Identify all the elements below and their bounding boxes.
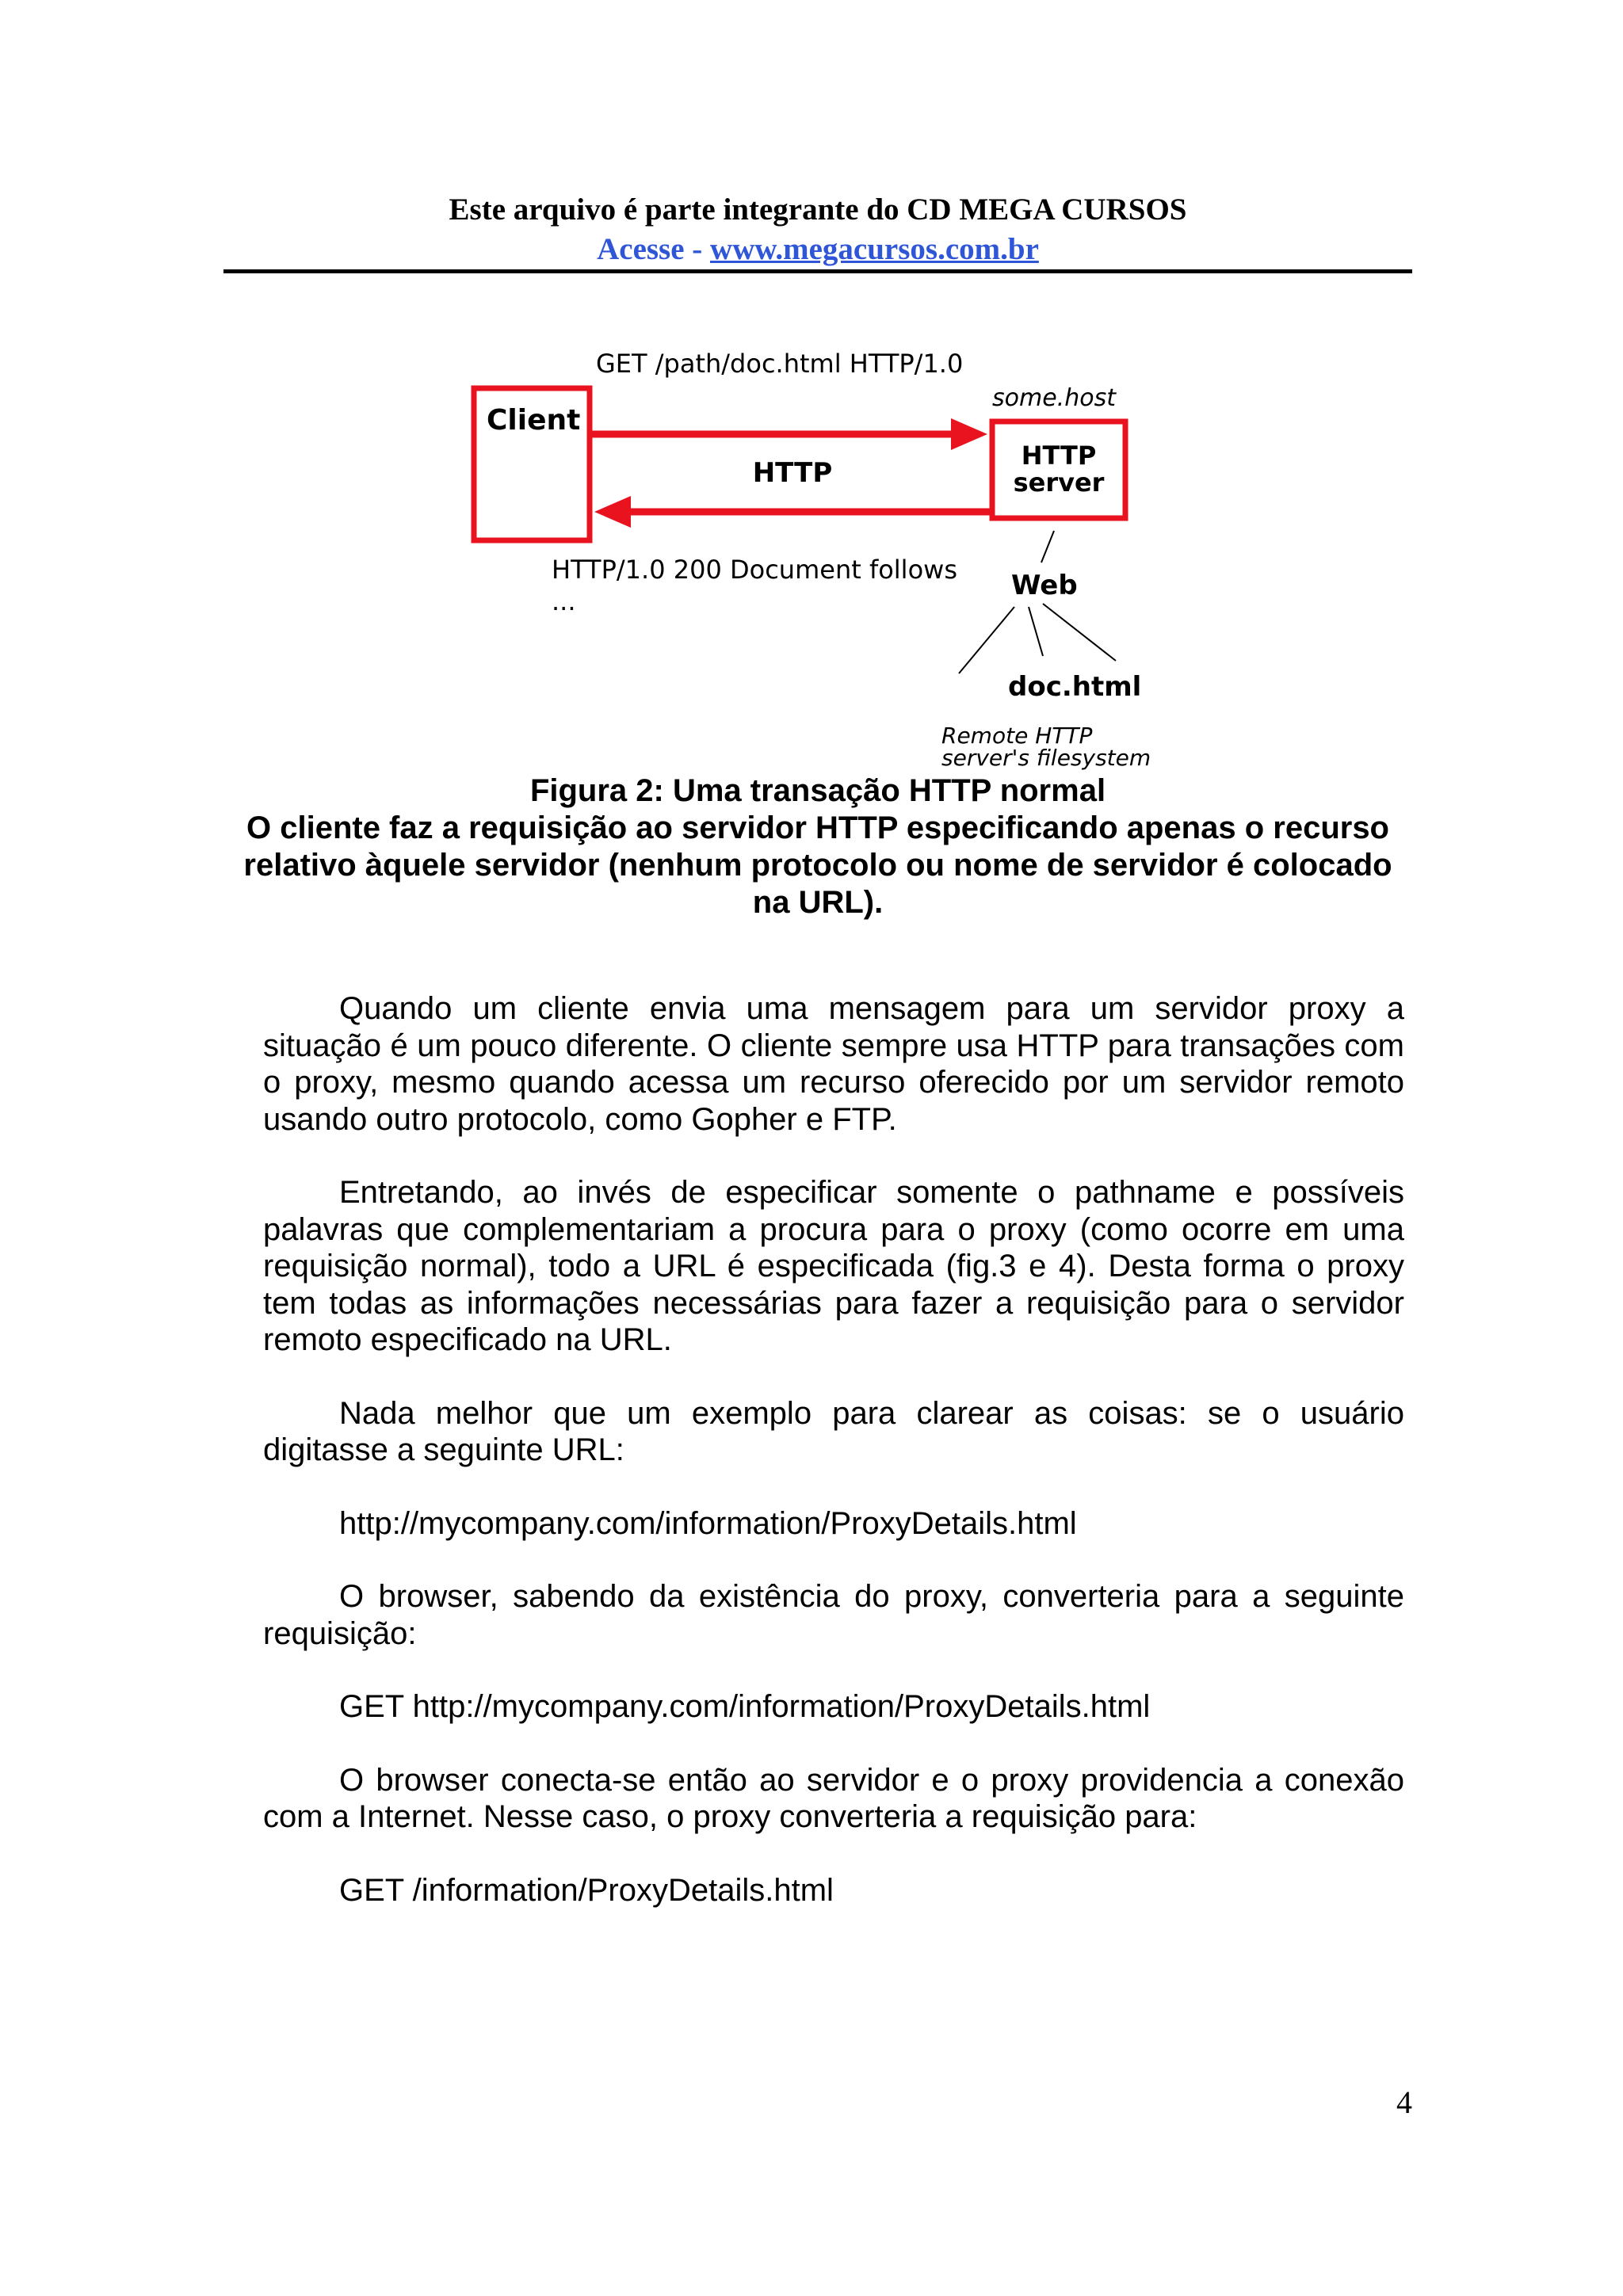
megacursos-link[interactable]: www.megacursos.com.br xyxy=(710,232,1039,266)
server-web-connector xyxy=(1041,531,1054,563)
response-arrow-head xyxy=(594,496,631,528)
header-title: Este arquivo é parte integrante do CD MEGA CURSOS xyxy=(449,193,1187,227)
client-label: Client xyxy=(487,404,581,437)
header-divider xyxy=(223,269,1412,273)
caption-line-3: relativo àquele servidor (nenhum protocolo ou nome de servidor é colocado xyxy=(243,848,1392,883)
paragraph-4: O browser, sabendo da existência do proxy, converteria para a seguinte requisição: xyxy=(263,1579,1404,1651)
response-label: HTTP/1.0 200 Document follows xyxy=(552,555,957,585)
request-label: GET /path/doc.html HTTP/1.0 xyxy=(596,349,964,379)
paragraph-3: Nada melhor que um exemplo para clarear as coisas: se o usuário digitasse a seguinte URL: xyxy=(263,1395,1404,1467)
request-arrow-head xyxy=(951,418,987,450)
paragraph-1: Quando um cliente envia uma mensagem para um servidor proxy a situação é um pouco diferente. O cliente sempre usa HTTP para transações com o proxy, mesmo quando acessa um recurso oferecido por um servidor remoto usando outro protocolo, como Gopher e FTP. xyxy=(263,991,1404,1137)
doc-label: doc.html xyxy=(1008,671,1142,703)
web-branch-left xyxy=(959,607,1014,673)
web-label: Web xyxy=(1011,570,1078,601)
response-ellipsis: ... xyxy=(552,586,576,616)
paragraph-2: Entretando, ao invés de especificar somente o pathname e possíveis palavras que complementariam a procura para o proxy (como ocorre em uma requisição normal), todo a URL é especificada (fig.3 e 4). Desta forma o proxy tem todas as informações necessárias para fazer a requisição para o servidor remoto especificado na URL. xyxy=(263,1175,1404,1357)
web-branch-right xyxy=(1043,604,1116,661)
caption-line-4: na URL). xyxy=(752,885,884,920)
example-url: http://mycompany.com/information/ProxyDetails.html xyxy=(339,1505,1077,1541)
host-label: some.host xyxy=(992,384,1116,412)
remote-label-line1: Remote HTTP xyxy=(941,723,1093,749)
body-text xyxy=(263,990,1404,1945)
server-label-line1: HTTP xyxy=(1021,441,1097,471)
page-number: 4 xyxy=(1396,2084,1412,2120)
remote-label-line2: server's filesystem xyxy=(941,745,1151,771)
header-access-line xyxy=(223,230,1412,269)
http-transaction-diagram xyxy=(444,333,1205,776)
protocol-label: HTTP xyxy=(752,457,833,489)
web-branch-middle xyxy=(1029,607,1043,656)
server-request-line: GET /information/ProxyDetails.html xyxy=(339,1872,834,1908)
server-label-line2: server xyxy=(1013,467,1105,498)
paragraph-5: O browser conecta-se então ao servidor e o proxy providencia a conexão com a Internet. Nesse caso, o proxy converteria a requisição para: xyxy=(263,1762,1404,1834)
access-label: Acesse - xyxy=(597,232,711,266)
caption-line-2: O cliente faz a requisição ao servidor HTTP especificando apenas o recurso xyxy=(246,810,1389,845)
caption-line-1: Figura 2: Uma transação HTTP normal xyxy=(529,773,1106,808)
proxy-request-line: GET http://mycompany.com/information/ProxyDetails.html xyxy=(339,1689,1151,1724)
figure-caption xyxy=(223,772,1412,921)
page-header xyxy=(223,190,1412,269)
http-transaction-figure xyxy=(444,333,1205,776)
